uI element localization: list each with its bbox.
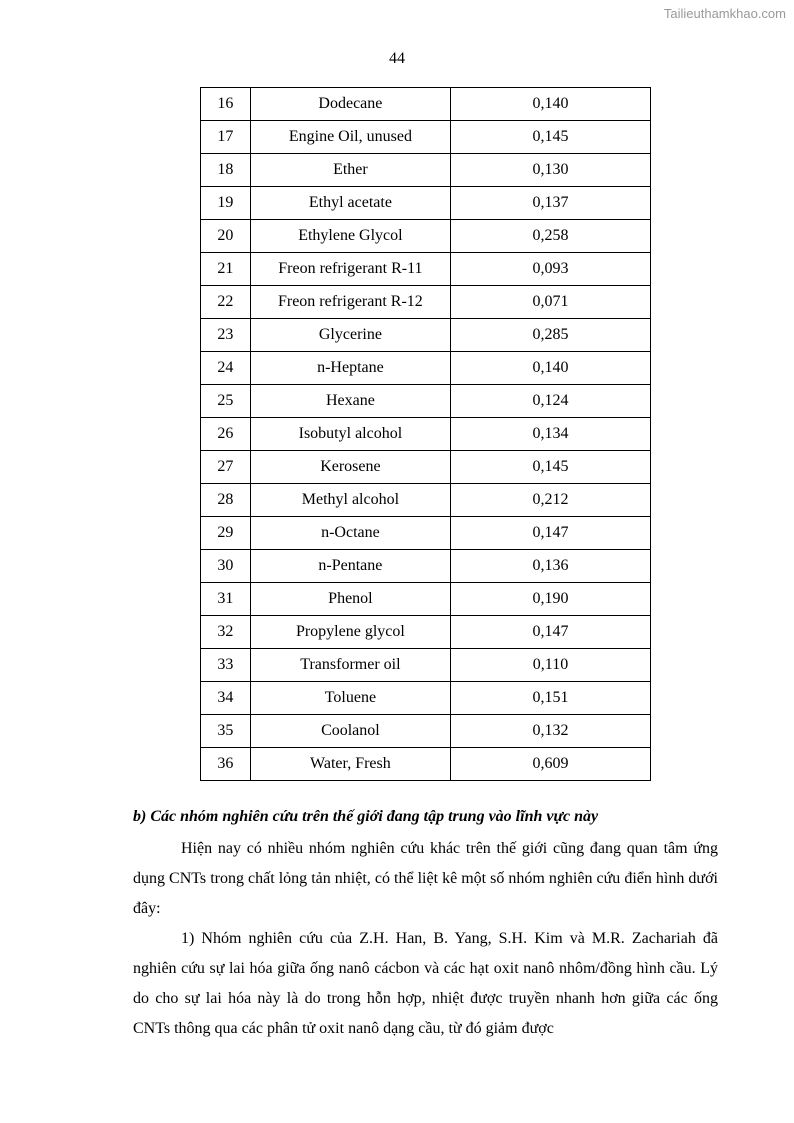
table-row <box>201 517 651 550</box>
row-value: 0,145 <box>451 121 651 154</box>
row-value: 0,130 <box>451 154 651 187</box>
row-index: 34 <box>201 682 251 715</box>
row-value: 0,190 <box>451 583 651 616</box>
table-row <box>201 187 651 220</box>
row-value: 0,140 <box>451 352 651 385</box>
row-index: 31 <box>201 583 251 616</box>
row-substance-name: n-Octane <box>250 517 450 550</box>
table-row <box>201 352 651 385</box>
row-index: 17 <box>201 121 251 154</box>
row-substance-name: Kerosene <box>250 451 450 484</box>
row-substance-name: Ethyl acetate <box>250 187 450 220</box>
row-substance-name: Ether <box>250 154 450 187</box>
table-row <box>201 484 651 517</box>
row-substance-name: Hexane <box>250 385 450 418</box>
row-value: 0,151 <box>451 682 651 715</box>
table-row <box>201 253 651 286</box>
section-heading: b) Các nhóm nghiên cứu trên thế giới đang tập trung vào lĩnh vực này <box>133 808 599 825</box>
table-row <box>201 583 651 616</box>
row-index: 28 <box>201 484 251 517</box>
row-index: 29 <box>201 517 251 550</box>
row-substance-name: n-Heptane <box>250 352 450 385</box>
row-value: 0,212 <box>451 484 651 517</box>
row-substance-name: Isobutyl alcohol <box>250 418 450 451</box>
row-substance-name: Methyl alcohol <box>250 484 450 517</box>
table-row <box>201 418 651 451</box>
fluid-conductivity-table <box>200 87 651 781</box>
row-value: 0,609 <box>451 748 651 781</box>
row-value: 0,134 <box>451 418 651 451</box>
row-substance-name: Freon refrigerant R-11 <box>250 253 450 286</box>
row-index: 33 <box>201 649 251 682</box>
row-value: 0,147 <box>451 517 651 550</box>
row-value: 0,140 <box>451 88 651 121</box>
row-index: 24 <box>201 352 251 385</box>
row-value: 0,258 <box>451 220 651 253</box>
row-index: 25 <box>201 385 251 418</box>
paragraph-group-1: 1) Nhóm nghiên cứu của Z.H. Han, B. Yang, S.H. Kim và M.R. Zachariah đã nghiên cứu sự lai hóa giữa ống nanô cácbon và các hạt oxit nanô nhôm/đồng hình cầu. Lý do cho sự lai hóa này là do trong hỗn hợp, nhiệt được truyền nhanh hơn giữa các ống CNTs thông qua các phân tử oxit nanô dạng cầu, từ đó giảm được <box>133 930 718 1037</box>
row-index: 36 <box>201 748 251 781</box>
row-value: 0,124 <box>451 385 651 418</box>
table-row <box>201 748 651 781</box>
row-substance-name: Toluene <box>250 682 450 715</box>
row-substance-name: Phenol <box>250 583 450 616</box>
row-index: 32 <box>201 616 251 649</box>
row-substance-name: Transformer oil <box>250 649 450 682</box>
table-row <box>201 682 651 715</box>
row-value: 0,285 <box>451 319 651 352</box>
row-index: 18 <box>201 154 251 187</box>
row-substance-name: Ethylene Glycol <box>250 220 450 253</box>
table-row <box>201 550 651 583</box>
row-index: 27 <box>201 451 251 484</box>
row-substance-name: Coolanol <box>250 715 450 748</box>
row-substance-name: Propylene glycol <box>250 616 450 649</box>
page-number: 44 <box>389 50 405 67</box>
row-index: 22 <box>201 286 251 319</box>
table-row <box>201 286 651 319</box>
row-value: 0,147 <box>451 616 651 649</box>
row-index: 23 <box>201 319 251 352</box>
row-value: 0,136 <box>451 550 651 583</box>
row-index: 35 <box>201 715 251 748</box>
row-index: 20 <box>201 220 251 253</box>
row-substance-name: n-Pentane <box>250 550 450 583</box>
row-substance-name: Freon refrigerant R-12 <box>250 286 450 319</box>
row-substance-name: Glycerine <box>250 319 450 352</box>
table-row <box>201 220 651 253</box>
table-row <box>201 385 651 418</box>
table-row <box>201 88 651 121</box>
table-row <box>201 616 651 649</box>
row-value: 0,071 <box>451 286 651 319</box>
row-value: 0,145 <box>451 451 651 484</box>
table-row <box>201 121 651 154</box>
row-index: 30 <box>201 550 251 583</box>
table-row <box>201 715 651 748</box>
row-value: 0,137 <box>451 187 651 220</box>
row-value: 0,093 <box>451 253 651 286</box>
table-row <box>201 154 651 187</box>
row-index: 19 <box>201 187 251 220</box>
row-index: 26 <box>201 418 251 451</box>
row-index: 21 <box>201 253 251 286</box>
table-row <box>201 451 651 484</box>
table-row <box>201 649 651 682</box>
row-substance-name: Engine Oil, unused <box>250 121 450 154</box>
row-substance-name: Water, Fresh <box>250 748 450 781</box>
watermark-text: Tailieuthamkhao.com <box>663 6 786 21</box>
row-substance-name: Dodecane <box>250 88 450 121</box>
row-index: 16 <box>201 88 251 121</box>
row-value: 0,132 <box>451 715 651 748</box>
paragraph-intro: Hiện nay có nhiều nhóm nghiên cứu khác trên thế giới cũng đang quan tâm ứng dụng CNTs trong chất lỏng tản nhiệt, có thể liệt kê một số nhóm nghiên cứu điển hình dưới đây: <box>133 840 718 917</box>
table-row <box>201 319 651 352</box>
row-value: 0,110 <box>451 649 651 682</box>
